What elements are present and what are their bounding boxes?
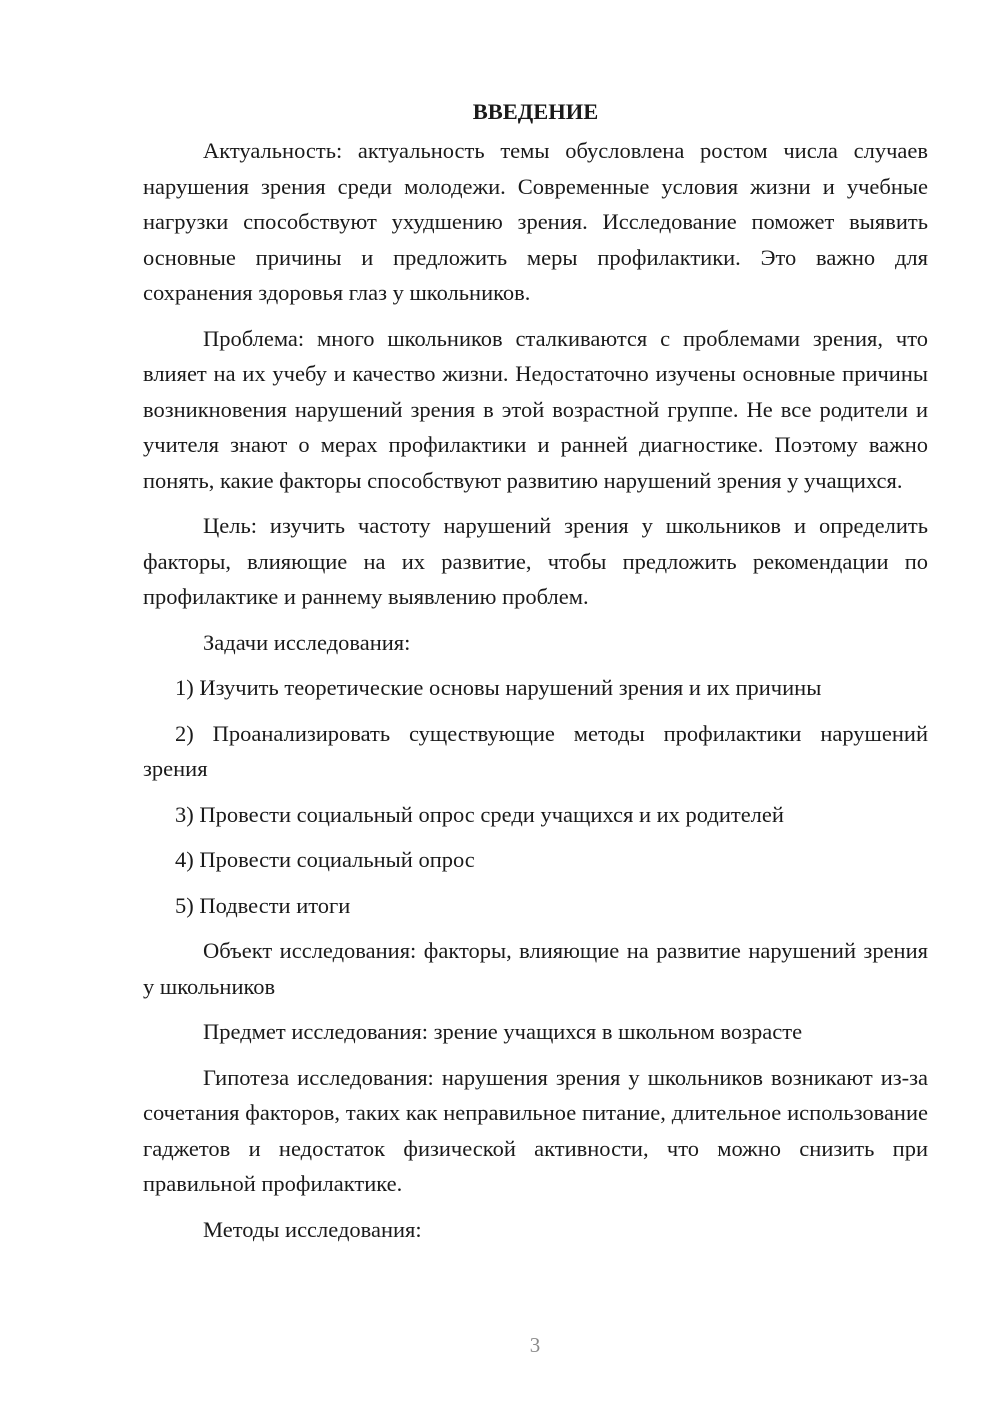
paragraph-hypothesis: Гипотеза исследования: нарушения зрения у школьников возникают из-за сочетания факторов, таких как неправильное питание, длительное использование гаджетов и недостаток физической активности, что можно снизить при правильной профилактике. bbox=[143, 1064, 928, 1196]
paragraph-subject: Предмет исследования: зрение учащихся в школьном возрасте bbox=[203, 1019, 803, 1044]
tasks-title: Задачи исследования: bbox=[203, 629, 411, 655]
paragraph-goal: Цель: изучить частоту нарушений зрения у школьников и определить факторы, влияющие на их развитие, чтобы предложить рекомендации по профилактике и раннему выявлению проблем. bbox=[143, 513, 928, 609]
methods-title: Методы исследования: bbox=[203, 1216, 422, 1242]
paragraph-object: Объект исследования: факторы, влияющие на развитие нарушений зрения у школьников bbox=[143, 938, 928, 999]
task-item-3: 3) Провести социальный опрос среди учащихся и их родителей bbox=[175, 801, 784, 827]
paragraph-problem: Проблема: много школьников сталкиваются с проблемами зрения, что влияет на их учебу и качество жизни. Недостаточно изучены основные причины возникновения нарушений зрения в этой возрастной группе. Не все родители и учителя знают о мерах профилактики и ранней диагностике. Поэтому важно понять, какие факторы способствуют развитию нарушений зрения у учащихся. bbox=[143, 325, 928, 493]
paragraph-relevance: Актуальность: актуальность темы обусловлена ростом числа случаев нарушения зрения среди молодежи. Современные условия жизни и учебные нагрузки способствуют ухудшению зрения. Исследование поможет выявить основные причины и предложить меры профилактики. Это важно для сохранения здоровья глаз у школьников. bbox=[143, 138, 928, 305]
section-heading: ВВЕДЕНИЕ bbox=[472, 99, 599, 124]
page-content bbox=[143, 94, 928, 1247]
task-item-1: 1) Изучить теоретические основы нарушений зрения и их причины bbox=[175, 675, 822, 700]
task-item-4: 4) Провести социальный опрос bbox=[175, 847, 475, 872]
task-item-5: 5) Подвести итоги bbox=[175, 892, 351, 918]
task-item-2: 2) Проанализировать существующие методы профилактики нарушений зрения bbox=[143, 720, 928, 781]
page-number: 3 bbox=[529, 1333, 541, 1357]
